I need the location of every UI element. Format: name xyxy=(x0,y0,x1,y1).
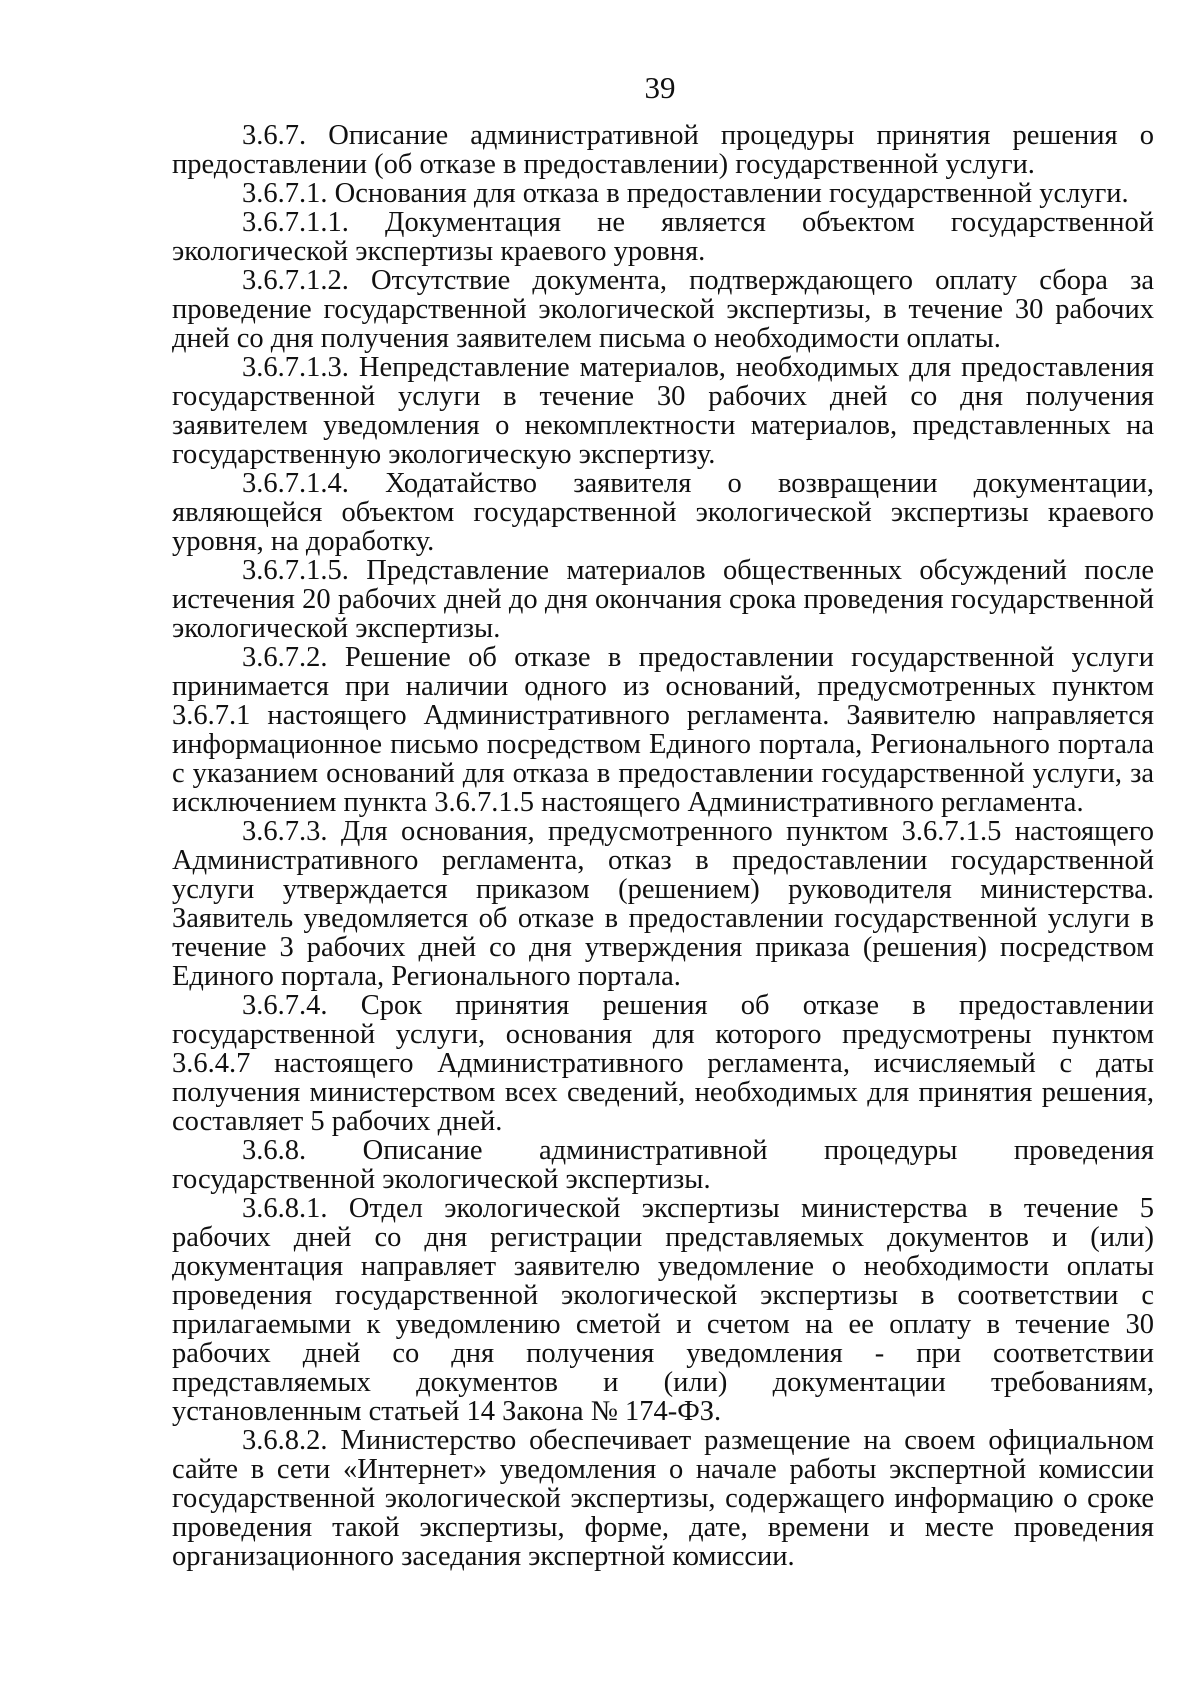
paragraph-3-6-8-1: 3.6.8.1. Отдел экологической экспертизы министерства в течение 5 рабочих дней со дня регистрации представляемых документов и (или) документация направляет заявителю уведомление о необходимости оплаты проведения государственной экологической экспертизы в соответствии с прилагаемыми к уведомлению сметой и счетом на ее оплату в течение 30 рабочих дней со дня получения уведомления - при соответствии представляемых документов и (или) документации требованиям, установленным статьей 14 Закона № 174-ФЗ. xyxy=(172,1193,1154,1427)
paragraph-3-6-7: 3.6.7. Описание административной процедуры принятия решения о предоставлении (об отказе в предоставлении) государственной услуги. xyxy=(172,120,1154,180)
paragraph-3-6-7-4: 3.6.7.4. Срок принятия решения об отказе в предоставлении государственной услуги, основания для которого предусмотрены пунктом 3.6.4.7 настоящего Административного регламента, исчисляемый с даты получения министерством всех сведений, необходимых для принятия решения, составляет 5 рабочих дней. xyxy=(172,990,1154,1137)
paragraph-3-6-7-1-1: 3.6.7.1.1. Документация не является объектом государственной экологической экспертизы краевого уровня. xyxy=(172,207,1154,267)
paragraph-3-6-7-1: 3.6.7.1. Основания для отказа в предоставлении государственной услуги. xyxy=(242,178,1129,209)
paragraph-3-6-7-1-4: 3.6.7.1.4. Ходатайство заявителя о возвращении документации, являющейся объектом государственной экологической экспертизы краевого уровня, на доработку. xyxy=(172,468,1154,557)
paragraph-3-6-7-2: 3.6.7.2. Решение об отказе в предоставлении государственной услуги принимается при наличии одного из оснований, предусмотренных пунктом 3.6.7.1 настоящего Административного регламента. Заявителю направляется информационное письмо посредством Единого портала, Регионального портала с указанием оснований для отказа в предоставлении государственной услуги, за исключением пункта 3.6.7.1.5 настоящего Административного регламента. xyxy=(172,642,1154,818)
paragraph-3-6-7-1-5: 3.6.7.1.5. Представление материалов общественных обсуждений после истечения 20 рабочих дней до дня окончания срока проведения государственной экологической экспертизы. xyxy=(172,555,1154,644)
page-number: 39 xyxy=(644,70,676,105)
paragraph-3-6-7-3: 3.6.7.3. Для основания, предусмотренного пунктом 3.6.7.1.5 настоящего Административного регламента, отказ в предоставлении государственной услуги утверждается приказом (решением) руководителя министерства. Заявитель уведомляется об отказе в предоставлении государственной услуги в течение 3 рабочих дней со дня утверждения приказа (решения) посредством Единого портала, Регионального портала. xyxy=(172,816,1154,992)
paragraph-3-6-7-1-3: 3.6.7.1.3. Непредставление материалов, необходимых для предоставления государственной услуги в течение 30 рабочих дней со дня получения заявителем уведомления о некомплектности материалов, представленных на государственную экологическую экспертизу. xyxy=(172,352,1154,470)
paragraph-3-6-7-1-2: 3.6.7.1.2. Отсутствие документа, подтверждающего оплату сбора за проведение государственной экологической экспертизы, в течение 30 рабочих дней со дня получения заявителем письма о необходимости оплаты. xyxy=(172,265,1154,354)
document-body xyxy=(172,121,1154,1571)
paragraph-3-6-8-2: 3.6.8.2. Министерство обеспечивает размещение на своем официальном сайте в сети «Интернет» уведомления о начале работы экспертной комиссии государственной экологической экспертизы, содержащего информацию о сроке проведения такой экспертизы, форме, дате, времени и месте проведения организационного заседания экспертной комиссии. xyxy=(172,1425,1154,1572)
paragraph-3-6-8: 3.6.8. Описание административной процедуры проведения государственной экологической экспертизы. xyxy=(172,1135,1154,1195)
